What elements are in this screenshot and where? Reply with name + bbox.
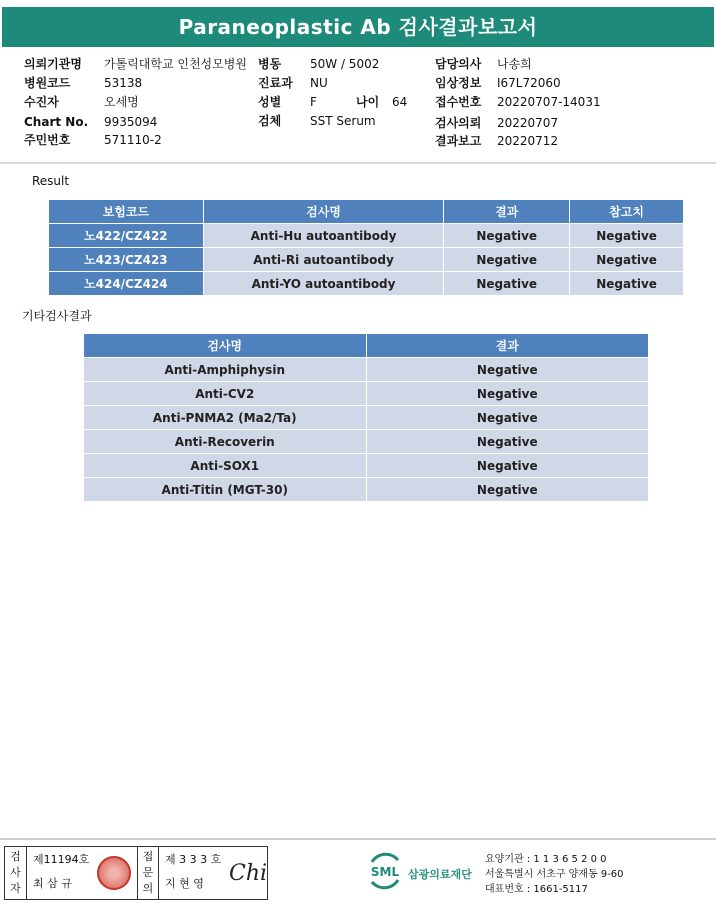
insurance-code: 노424/CZ424 — [49, 272, 203, 295]
col-header-code: 보험코드 — [49, 200, 203, 223]
reference-value: Negative — [570, 248, 683, 271]
receipt-value: 20220707-14031 — [497, 95, 601, 109]
col-header-result: 결과 — [367, 334, 648, 357]
report-date-value: 20220712 — [497, 134, 559, 148]
hospital-code-label: 병원코드 — [24, 76, 71, 90]
sml-logo-icon — [366, 852, 404, 890]
confirmer-char: 접 — [142, 850, 154, 863]
info-col-2 — [258, 55, 428, 135]
reference-value: Negative — [570, 224, 683, 247]
sex-value: F — [310, 95, 317, 109]
age-label: 나이 — [356, 95, 380, 109]
table-row — [49, 224, 683, 247]
collector-value: 오세명 — [104, 95, 139, 109]
test-name: Anti-Titin (MGT-30) — [84, 478, 366, 501]
chart-value: 9935094 — [104, 115, 158, 129]
age-value: 64 — [392, 95, 408, 109]
col-header-test: 검사명 — [204, 200, 444, 223]
test-name: Anti-Recoverin — [84, 430, 366, 453]
info-col-1 — [24, 55, 254, 155]
test-result: Negative — [444, 224, 569, 247]
ward-label: 병동 — [258, 57, 282, 71]
tester-license: 제11194호 — [33, 853, 90, 866]
tester-char: 검 — [10, 850, 21, 863]
ward-value: 50W / 5002 — [310, 57, 380, 71]
table-row — [84, 406, 648, 429]
test-result: Negative — [367, 406, 648, 429]
tester-vertical-label — [5, 847, 27, 899]
insurance-code: 노423/CZ423 — [49, 248, 203, 271]
table-row — [49, 248, 683, 271]
table-row — [84, 454, 648, 477]
dept-value: NU — [310, 76, 328, 90]
footer-divider — [0, 838, 716, 840]
result-section-label: Result — [32, 174, 70, 188]
chart-label: Chart No. — [24, 115, 89, 129]
receipt-label: 접수번호 — [435, 95, 482, 109]
test-result: Negative — [444, 272, 569, 295]
report-date-label: 결과보고 — [435, 134, 482, 148]
confirmer-license: 제 3 3 3 호 — [165, 853, 222, 866]
confirmer-char: 의 — [142, 882, 154, 895]
specimen-value: SST Serum — [310, 114, 376, 128]
doctor-value: 나송희 — [497, 57, 532, 71]
test-result: Negative — [367, 478, 648, 501]
test-name: Anti-YO autoantibody — [204, 272, 444, 295]
institution-address-block — [485, 852, 624, 897]
hospital-code-value: 53138 — [104, 76, 143, 90]
test-name: Anti-SOX1 — [84, 454, 366, 477]
confirmer-name: 지 현 영 — [165, 877, 204, 890]
tester-char: 자 — [10, 882, 21, 895]
test-name: Anti-CV2 — [84, 382, 366, 405]
info-col-3 — [435, 55, 635, 155]
result-header-row — [49, 200, 683, 223]
col-header-result: 결과 — [444, 200, 569, 223]
test-name: Anti-Hu autoantibody — [204, 224, 444, 247]
tester-name: 최 삼 규 — [33, 877, 72, 890]
header-divider — [0, 162, 716, 164]
test-result: Negative — [367, 430, 648, 453]
doctor-label: 담당의사 — [435, 57, 482, 71]
tester-char: 사 — [10, 866, 21, 879]
specimen-label: 검체 — [258, 114, 282, 128]
clinical-value: I67L72060 — [497, 76, 561, 90]
address: 서울특별시 서초구 양재동 9-60 — [485, 869, 624, 880]
logo-abbr: SML — [370, 865, 400, 879]
test-name: Anti-Amphiphysin — [84, 358, 366, 381]
dept-label: 진료과 — [258, 76, 293, 90]
request-date-label: 검사의뢰 — [435, 116, 482, 130]
phone: 대표번호 : 1661-5117 — [485, 884, 588, 895]
test-name: Anti-PNMA2 (Ma2/Ta) — [84, 406, 366, 429]
institution-label: 의뢰기관명 — [24, 57, 82, 71]
table-row — [84, 478, 648, 501]
signature-box — [4, 846, 268, 900]
agency-code: 요양기관 : 1 1 3 6 5 2 0 0 — [485, 854, 607, 865]
test-result: Negative — [367, 454, 648, 477]
request-date-value: 20220707 — [497, 116, 559, 130]
collector-label: 수진자 — [24, 95, 59, 109]
logo-text: 삼광의료재단 — [408, 868, 472, 881]
table-row — [84, 382, 648, 405]
report-title: Paraneoplastic Ab 검사결과보고서 — [2, 7, 714, 47]
test-name: Anti-Ri autoantibody — [204, 248, 444, 271]
reference-value: Negative — [570, 272, 683, 295]
id-label: 주민번호 — [24, 133, 71, 147]
table-row — [84, 358, 648, 381]
sex-label: 성별 — [258, 95, 282, 109]
result-table — [48, 199, 684, 296]
institution-value: 가톨릭대학교 인천성모병원 — [104, 57, 247, 71]
seal-stamp-icon — [97, 856, 131, 890]
other-section-label: 기타검사결과 — [22, 309, 92, 323]
id-value: 571110-2 — [104, 133, 162, 147]
clinical-label: 임상정보 — [435, 76, 482, 90]
other-header-row — [84, 334, 648, 357]
confirmer-char: 문 — [142, 866, 154, 879]
table-row — [49, 272, 683, 295]
insurance-code: 노422/CZ422 — [49, 224, 203, 247]
test-result: Negative — [444, 248, 569, 271]
confirmer-vertical-label — [137, 847, 159, 899]
col-header-reference: 참고치 — [570, 200, 683, 223]
other-results-table — [83, 333, 649, 502]
signature-icon: Chi — [229, 861, 268, 886]
test-result: Negative — [367, 382, 648, 405]
col-header-test: 검사명 — [84, 334, 366, 357]
test-result: Negative — [367, 358, 648, 381]
table-row — [84, 430, 648, 453]
